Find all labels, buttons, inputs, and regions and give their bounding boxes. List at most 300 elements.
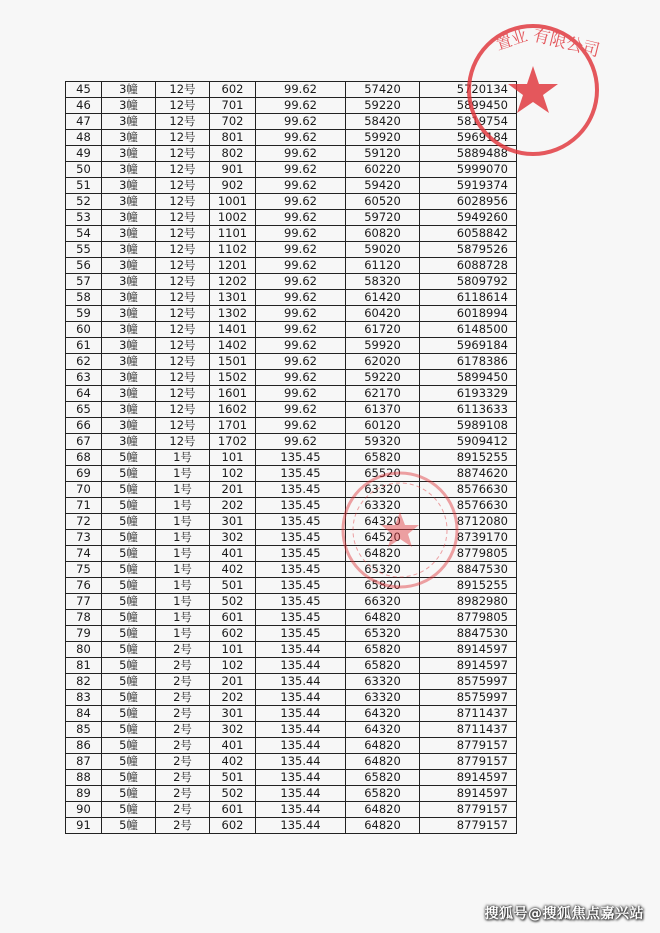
- room-number-cell: 401: [210, 546, 256, 562]
- total-price-cell: 5909412: [420, 434, 517, 450]
- area-cell: 135.45: [256, 578, 346, 594]
- total-price-cell: 8779157: [420, 802, 517, 818]
- table-row: [66, 770, 517, 786]
- total-price-cell: 5949260: [420, 210, 517, 226]
- unit-price-cell: 64820: [346, 818, 420, 834]
- unit-price-cell: 59320: [346, 434, 420, 450]
- table-row: [66, 322, 517, 338]
- row-number-cell: 81: [66, 658, 102, 674]
- row-number-cell: 53: [66, 210, 102, 226]
- area-cell: 99.62: [256, 338, 346, 354]
- row-number-cell: 52: [66, 194, 102, 210]
- row-number-cell: 77: [66, 594, 102, 610]
- area-cell: 135.45: [256, 530, 346, 546]
- unit-price-cell: 65820: [346, 786, 420, 802]
- row-number-cell: 87: [66, 754, 102, 770]
- unit-price-cell: 61420: [346, 290, 420, 306]
- area-cell: 99.62: [256, 386, 346, 402]
- unit-cell: 12号: [156, 194, 210, 210]
- unit-price-cell: 66320: [346, 594, 420, 610]
- row-number-cell: 84: [66, 706, 102, 722]
- room-number-cell: 402: [210, 754, 256, 770]
- table-row: [66, 178, 517, 194]
- table-row: [66, 338, 517, 354]
- room-number-cell: 1702: [210, 434, 256, 450]
- unit-cell: 2号: [156, 770, 210, 786]
- building-cell: 5幢: [102, 610, 156, 626]
- total-price-cell: 5879526: [420, 242, 517, 258]
- total-price-cell: 8847530: [420, 626, 517, 642]
- room-number-cell: 1502: [210, 370, 256, 386]
- building-cell: 3幢: [102, 242, 156, 258]
- room-number-cell: 501: [210, 578, 256, 594]
- building-cell: 5幢: [102, 594, 156, 610]
- building-cell: 5幢: [102, 626, 156, 642]
- row-number-cell: 64: [66, 386, 102, 402]
- building-cell: 3幢: [102, 194, 156, 210]
- unit-price-cell: 59220: [346, 370, 420, 386]
- table-row: [66, 402, 517, 418]
- total-price-cell: 6113633: [420, 402, 517, 418]
- building-cell: 5幢: [102, 514, 156, 530]
- unit-cell: 1号: [156, 530, 210, 546]
- unit-cell: 12号: [156, 274, 210, 290]
- table-row: [66, 546, 517, 562]
- price-table: [65, 81, 517, 834]
- building-cell: 3幢: [102, 258, 156, 274]
- total-price-cell: 8914597: [420, 658, 517, 674]
- room-number-cell: 502: [210, 786, 256, 802]
- area-cell: 135.44: [256, 690, 346, 706]
- row-number-cell: 59: [66, 306, 102, 322]
- table-row: [66, 722, 517, 738]
- room-number-cell: 602: [210, 82, 256, 98]
- area-cell: 99.62: [256, 306, 346, 322]
- total-price-cell: 8779157: [420, 818, 517, 834]
- unit-cell: 12号: [156, 386, 210, 402]
- room-number-cell: 102: [210, 658, 256, 674]
- unit-cell: 12号: [156, 162, 210, 178]
- unit-price-cell: 64320: [346, 706, 420, 722]
- unit-cell: 1号: [156, 594, 210, 610]
- table-body: [66, 82, 517, 834]
- table-row: [66, 674, 517, 690]
- total-price-cell: 5819754: [420, 114, 517, 130]
- row-number-cell: 68: [66, 450, 102, 466]
- row-number-cell: 76: [66, 578, 102, 594]
- total-price-cell: 5720134: [420, 82, 517, 98]
- unit-price-cell: 60420: [346, 306, 420, 322]
- room-number-cell: 601: [210, 610, 256, 626]
- unit-price-cell: 65820: [346, 642, 420, 658]
- building-cell: 3幢: [102, 418, 156, 434]
- row-number-cell: 55: [66, 242, 102, 258]
- room-number-cell: 502: [210, 594, 256, 610]
- room-number-cell: 202: [210, 690, 256, 706]
- unit-cell: 1号: [156, 514, 210, 530]
- room-number-cell: 102: [210, 466, 256, 482]
- unit-price-cell: 62020: [346, 354, 420, 370]
- unit-cell: 12号: [156, 370, 210, 386]
- total-price-cell: 8779157: [420, 738, 517, 754]
- unit-cell: 12号: [156, 338, 210, 354]
- table-row: [66, 226, 517, 242]
- room-number-cell: 302: [210, 722, 256, 738]
- table-row: [66, 146, 517, 162]
- row-number-cell: 54: [66, 226, 102, 242]
- table-row: [66, 306, 517, 322]
- table-row: [66, 418, 517, 434]
- unit-price-cell: 61120: [346, 258, 420, 274]
- unit-cell: 12号: [156, 306, 210, 322]
- row-number-cell: 89: [66, 786, 102, 802]
- unit-price-cell: 65820: [346, 578, 420, 594]
- table-row: [66, 610, 517, 626]
- building-cell: 5幢: [102, 674, 156, 690]
- area-cell: 99.62: [256, 370, 346, 386]
- unit-price-cell: 65320: [346, 626, 420, 642]
- unit-cell: 1号: [156, 546, 210, 562]
- building-cell: 3幢: [102, 338, 156, 354]
- row-number-cell: 91: [66, 818, 102, 834]
- total-price-cell: 5889488: [420, 146, 517, 162]
- table-row: [66, 114, 517, 130]
- area-cell: 135.45: [256, 498, 346, 514]
- unit-price-cell: 63320: [346, 674, 420, 690]
- row-number-cell: 61: [66, 338, 102, 354]
- total-price-cell: 6058842: [420, 226, 517, 242]
- area-cell: 135.45: [256, 450, 346, 466]
- row-number-cell: 63: [66, 370, 102, 386]
- building-cell: 5幢: [102, 706, 156, 722]
- total-price-cell: 6118614: [420, 290, 517, 306]
- building-cell: 5幢: [102, 818, 156, 834]
- room-number-cell: 1302: [210, 306, 256, 322]
- area-cell: 99.62: [256, 162, 346, 178]
- unit-cell: 12号: [156, 178, 210, 194]
- unit-cell: 1号: [156, 610, 210, 626]
- room-number-cell: 1001: [210, 194, 256, 210]
- table-row: [66, 802, 517, 818]
- row-number-cell: 72: [66, 514, 102, 530]
- row-number-cell: 78: [66, 610, 102, 626]
- area-cell: 99.62: [256, 354, 346, 370]
- building-cell: 5幢: [102, 482, 156, 498]
- area-cell: 99.62: [256, 178, 346, 194]
- total-price-cell: 8847530: [420, 562, 517, 578]
- table-row: [66, 818, 517, 834]
- unit-cell: 2号: [156, 786, 210, 802]
- area-cell: 99.62: [256, 130, 346, 146]
- building-cell: 3幢: [102, 162, 156, 178]
- building-cell: 3幢: [102, 146, 156, 162]
- building-cell: 5幢: [102, 738, 156, 754]
- room-number-cell: 1601: [210, 386, 256, 402]
- total-price-cell: 6178386: [420, 354, 517, 370]
- unit-cell: 12号: [156, 242, 210, 258]
- area-cell: 135.44: [256, 674, 346, 690]
- total-price-cell: 6088728: [420, 258, 517, 274]
- room-number-cell: 1102: [210, 242, 256, 258]
- unit-price-cell: 63320: [346, 498, 420, 514]
- unit-cell: 2号: [156, 818, 210, 834]
- unit-price-cell: 65320: [346, 562, 420, 578]
- room-number-cell: 501: [210, 770, 256, 786]
- row-number-cell: 65: [66, 402, 102, 418]
- building-cell: 5幢: [102, 498, 156, 514]
- unit-cell: 1号: [156, 450, 210, 466]
- table-row: [66, 658, 517, 674]
- unit-cell: 1号: [156, 466, 210, 482]
- area-cell: 135.44: [256, 722, 346, 738]
- room-number-cell: 301: [210, 706, 256, 722]
- room-number-cell: 1602: [210, 402, 256, 418]
- unit-price-cell: 64320: [346, 722, 420, 738]
- row-number-cell: 69: [66, 466, 102, 482]
- total-price-cell: 5989108: [420, 418, 517, 434]
- total-price-cell: 6028956: [420, 194, 517, 210]
- area-cell: 99.62: [256, 210, 346, 226]
- unit-cell: 12号: [156, 210, 210, 226]
- area-cell: 135.44: [256, 786, 346, 802]
- building-cell: 5幢: [102, 722, 156, 738]
- area-cell: 135.45: [256, 594, 346, 610]
- row-number-cell: 57: [66, 274, 102, 290]
- total-price-cell: 8874620: [420, 466, 517, 482]
- table-row: [66, 642, 517, 658]
- building-cell: 3幢: [102, 210, 156, 226]
- area-cell: 99.62: [256, 194, 346, 210]
- table-row: [66, 626, 517, 642]
- table-row: [66, 562, 517, 578]
- building-cell: 3幢: [102, 274, 156, 290]
- room-number-cell: 602: [210, 626, 256, 642]
- row-number-cell: 82: [66, 674, 102, 690]
- total-price-cell: 8914597: [420, 786, 517, 802]
- table-row: [66, 370, 517, 386]
- unit-cell: 2号: [156, 754, 210, 770]
- building-cell: 5幢: [102, 546, 156, 562]
- unit-price-cell: 64820: [346, 610, 420, 626]
- unit-price-cell: 58320: [346, 274, 420, 290]
- row-number-cell: 70: [66, 482, 102, 498]
- unit-price-cell: 59720: [346, 210, 420, 226]
- row-number-cell: 74: [66, 546, 102, 562]
- total-price-cell: 5999070: [420, 162, 517, 178]
- total-price-cell: 6018994: [420, 306, 517, 322]
- area-cell: 99.62: [256, 146, 346, 162]
- table-row: [66, 690, 517, 706]
- area-cell: 99.62: [256, 274, 346, 290]
- unit-price-cell: 65820: [346, 450, 420, 466]
- table-row: [66, 514, 517, 530]
- area-cell: 135.45: [256, 546, 346, 562]
- room-number-cell: 202: [210, 498, 256, 514]
- total-price-cell: 8915255: [420, 450, 517, 466]
- row-number-cell: 79: [66, 626, 102, 642]
- row-number-cell: 50: [66, 162, 102, 178]
- row-number-cell: 51: [66, 178, 102, 194]
- building-cell: 5幢: [102, 802, 156, 818]
- table-row: [66, 162, 517, 178]
- unit-price-cell: 60520: [346, 194, 420, 210]
- area-cell: 99.62: [256, 322, 346, 338]
- building-cell: 5幢: [102, 754, 156, 770]
- row-number-cell: 56: [66, 258, 102, 274]
- seal-side-text: 置业: [493, 25, 530, 54]
- building-cell: 3幢: [102, 434, 156, 450]
- unit-price-cell: 65520: [346, 466, 420, 482]
- unit-cell: 12号: [156, 354, 210, 370]
- table-row: [66, 706, 517, 722]
- total-price-cell: 8711437: [420, 722, 517, 738]
- area-cell: 99.62: [256, 242, 346, 258]
- unit-cell: 2号: [156, 690, 210, 706]
- unit-cell: 1号: [156, 626, 210, 642]
- unit-price-cell: 59020: [346, 242, 420, 258]
- room-number-cell: 801: [210, 130, 256, 146]
- total-price-cell: 5969184: [420, 338, 517, 354]
- unit-price-cell: 63320: [346, 482, 420, 498]
- total-price-cell: 5899450: [420, 98, 517, 114]
- unit-price-cell: 62170: [346, 386, 420, 402]
- building-cell: 3幢: [102, 402, 156, 418]
- unit-cell: 12号: [156, 290, 210, 306]
- building-cell: 3幢: [102, 178, 156, 194]
- total-price-cell: 5809792: [420, 274, 517, 290]
- table-row: [66, 738, 517, 754]
- area-cell: 135.44: [256, 642, 346, 658]
- building-cell: 3幢: [102, 386, 156, 402]
- row-number-cell: 60: [66, 322, 102, 338]
- unit-cell: 12号: [156, 322, 210, 338]
- unit-cell: 12号: [156, 98, 210, 114]
- room-number-cell: 1402: [210, 338, 256, 354]
- building-cell: 5幢: [102, 690, 156, 706]
- unit-price-cell: 64520: [346, 530, 420, 546]
- building-cell: 3幢: [102, 322, 156, 338]
- unit-cell: 12号: [156, 402, 210, 418]
- unit-price-cell: 61720: [346, 322, 420, 338]
- table-row: [66, 82, 517, 98]
- unit-price-cell: 65820: [346, 770, 420, 786]
- room-number-cell: 702: [210, 114, 256, 130]
- room-number-cell: 1202: [210, 274, 256, 290]
- row-number-cell: 62: [66, 354, 102, 370]
- row-number-cell: 67: [66, 434, 102, 450]
- building-cell: 3幢: [102, 114, 156, 130]
- area-cell: 135.44: [256, 738, 346, 754]
- building-cell: 5幢: [102, 642, 156, 658]
- unit-cell: 1号: [156, 578, 210, 594]
- unit-price-cell: 64820: [346, 546, 420, 562]
- unit-cell: 12号: [156, 434, 210, 450]
- row-number-cell: 75: [66, 562, 102, 578]
- watermark: 搜狐号@搜狐焦点嘉兴站: [484, 906, 644, 922]
- seal-name-text: 有限公司: [530, 25, 602, 62]
- room-number-cell: 1401: [210, 322, 256, 338]
- room-number-cell: 401: [210, 738, 256, 754]
- building-cell: 5幢: [102, 530, 156, 546]
- table-row: [66, 210, 517, 226]
- unit-price-cell: 59920: [346, 130, 420, 146]
- area-cell: 135.44: [256, 706, 346, 722]
- area-cell: 135.44: [256, 658, 346, 674]
- row-number-cell: 47: [66, 114, 102, 130]
- building-cell: 3幢: [102, 130, 156, 146]
- room-number-cell: 701: [210, 98, 256, 114]
- unit-cell: 2号: [156, 706, 210, 722]
- unit-price-cell: 61370: [346, 402, 420, 418]
- area-cell: 135.44: [256, 802, 346, 818]
- row-number-cell: 90: [66, 802, 102, 818]
- total-price-cell: 8739170: [420, 530, 517, 546]
- room-number-cell: 601: [210, 802, 256, 818]
- unit-cell: 2号: [156, 738, 210, 754]
- unit-cell: 2号: [156, 722, 210, 738]
- area-cell: 99.62: [256, 82, 346, 98]
- row-number-cell: 48: [66, 130, 102, 146]
- building-cell: 3幢: [102, 370, 156, 386]
- unit-cell: 12号: [156, 82, 210, 98]
- unit-cell: 12号: [156, 258, 210, 274]
- unit-price-cell: 60120: [346, 418, 420, 434]
- area-cell: 135.45: [256, 562, 346, 578]
- room-number-cell: 302: [210, 530, 256, 546]
- table-row: [66, 754, 517, 770]
- area-cell: 135.45: [256, 610, 346, 626]
- room-number-cell: 1301: [210, 290, 256, 306]
- building-cell: 3幢: [102, 82, 156, 98]
- room-number-cell: 101: [210, 450, 256, 466]
- row-number-cell: 71: [66, 498, 102, 514]
- room-number-cell: 101: [210, 642, 256, 658]
- total-price-cell: 5899450: [420, 370, 517, 386]
- area-cell: 99.62: [256, 258, 346, 274]
- table-row: [66, 578, 517, 594]
- room-number-cell: 201: [210, 674, 256, 690]
- total-price-cell: 6148500: [420, 322, 517, 338]
- room-number-cell: 1201: [210, 258, 256, 274]
- total-price-cell: 8712080: [420, 514, 517, 530]
- table-row: [66, 594, 517, 610]
- room-number-cell: 901: [210, 162, 256, 178]
- total-price-cell: 5919374: [420, 178, 517, 194]
- table-row: [66, 194, 517, 210]
- total-price-cell: 8576630: [420, 482, 517, 498]
- unit-cell: 1号: [156, 562, 210, 578]
- building-cell: 5幢: [102, 770, 156, 786]
- row-number-cell: 80: [66, 642, 102, 658]
- total-price-cell: 8914597: [420, 770, 517, 786]
- unit-cell: 2号: [156, 642, 210, 658]
- building-cell: 3幢: [102, 290, 156, 306]
- unit-price-cell: 63320: [346, 690, 420, 706]
- unit-cell: 12号: [156, 226, 210, 242]
- unit-cell: 1号: [156, 482, 210, 498]
- building-cell: 5幢: [102, 578, 156, 594]
- unit-price-cell: 65820: [346, 658, 420, 674]
- unit-price-cell: 59220: [346, 98, 420, 114]
- room-number-cell: 602: [210, 818, 256, 834]
- unit-price-cell: 64320: [346, 514, 420, 530]
- table-row: [66, 450, 517, 466]
- area-cell: 99.62: [256, 98, 346, 114]
- unit-price-cell: 60820: [346, 226, 420, 242]
- row-number-cell: 85: [66, 722, 102, 738]
- area-cell: 99.62: [256, 402, 346, 418]
- unit-cell: 12号: [156, 418, 210, 434]
